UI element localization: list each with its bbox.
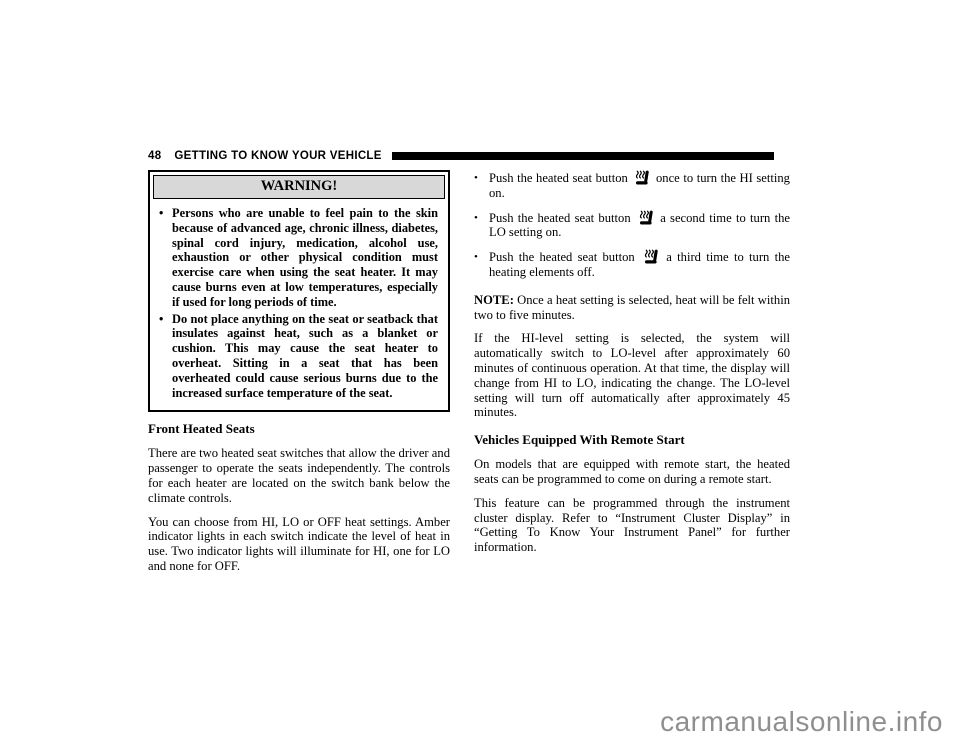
bullet-marker: •	[474, 172, 478, 184]
bullet-text-pre: Push the heated seat button	[489, 171, 628, 185]
warning-bullet-text: Do not place anything on the seat or seatback that insulates against heat, such as a blanket or cushion. This may cause the seat heater to overheat. Sitting in a seat that has been overheated could cause serious burns due to the increased surface temperature of the seat.	[172, 311, 438, 400]
header-rule	[392, 152, 774, 160]
paragraph-hi-level: If the HI-level setting is selected, the system will automatically switch to LO-level after approximately 60 minutes of continuous operation. At that time, the display will change from HI to LO, indicating the change. The LO-level setting will turn off automatically after approximately 45 minutes.	[474, 331, 790, 420]
warning-bullet	[159, 312, 438, 401]
paragraph-heated-seat-switches: There are two heated seat switches that allow the driver and passenger to operate the seats independently. The controls for each heater are located on the switch bank below the climate controls.	[148, 446, 450, 505]
paragraph-instrument-cluster: This feature can be programmed through the instrument cluster display. Refer to “Instrument Cluster Display” in “Getting To Know Your Instrument Panel” for further information.	[474, 495, 790, 555]
right-column	[474, 170, 790, 574]
warning-bullet	[159, 206, 438, 310]
list-item-text	[489, 170, 790, 201]
paragraph-heat-settings: You can choose from HI, LO or OFF heat settings. Amber indicator lights in each switch indicate the level of heat in use. Two indicator lights will illuminate for HI, one for LO and none for OFF.	[148, 514, 450, 573]
bullet-marker: •	[159, 206, 164, 220]
warning-body	[153, 199, 445, 407]
heated-seat-icon	[633, 170, 650, 185]
note-label: NOTE:	[474, 292, 514, 307]
bullet-text-post: a second time to turn the LO setting on.	[489, 210, 790, 240]
note-paragraph	[474, 293, 790, 323]
warning-title: WARNING!	[153, 175, 445, 199]
warning-bullet-text: Persons who are unable to feel pain to the skin because of advanced age, chronic illness, diabetes, spinal cord injury, medication, alcohol use, exhaustion or other physical condition must exercise care when using the seat heater. It may cause burns even at low temperatures, especially if used for long periods of time.	[172, 206, 438, 309]
heated-seat-icon	[637, 210, 654, 225]
running-header	[148, 150, 790, 162]
list-item-text	[489, 249, 790, 280]
heading-front-heated-seats: Front Heated Seats	[148, 421, 255, 437]
bullet-marker: •	[474, 211, 478, 224]
note-text: Once a heat setting is selected, heat will be felt within two to five minutes.	[474, 292, 790, 322]
heated-seat-icon	[642, 249, 659, 264]
bullet-text-post: a third time to turn the heating elements off.	[489, 250, 790, 279]
two-column-layout	[148, 170, 790, 574]
bullet-text-pre: Push the heated seat button	[489, 210, 631, 225]
list-item	[474, 210, 790, 241]
left-column	[148, 170, 450, 574]
list-item	[474, 170, 790, 201]
paragraph-remote-start: On models that are equipped with remote start, the heated seats can be programmed to come on during a remote start.	[474, 457, 790, 486]
bullet-marker: •	[159, 311, 164, 326]
page-number: 48	[148, 150, 162, 162]
list-item	[474, 249, 790, 280]
watermark: carmanualsonline.info	[660, 706, 943, 737]
section-title: GETTING TO KNOW YOUR VEHICLE	[174, 150, 382, 162]
bullet-marker: •	[474, 251, 478, 264]
list-item-text	[489, 210, 790, 241]
heading-remote-start: Vehicles Equipped With Remote Start	[474, 432, 685, 448]
page-content	[148, 150, 790, 574]
bullet-text-pre: Push the heated seat button	[489, 250, 635, 265]
warning-box	[148, 170, 450, 412]
bullet-text-post: once to turn the HI setting on.	[489, 171, 790, 200]
